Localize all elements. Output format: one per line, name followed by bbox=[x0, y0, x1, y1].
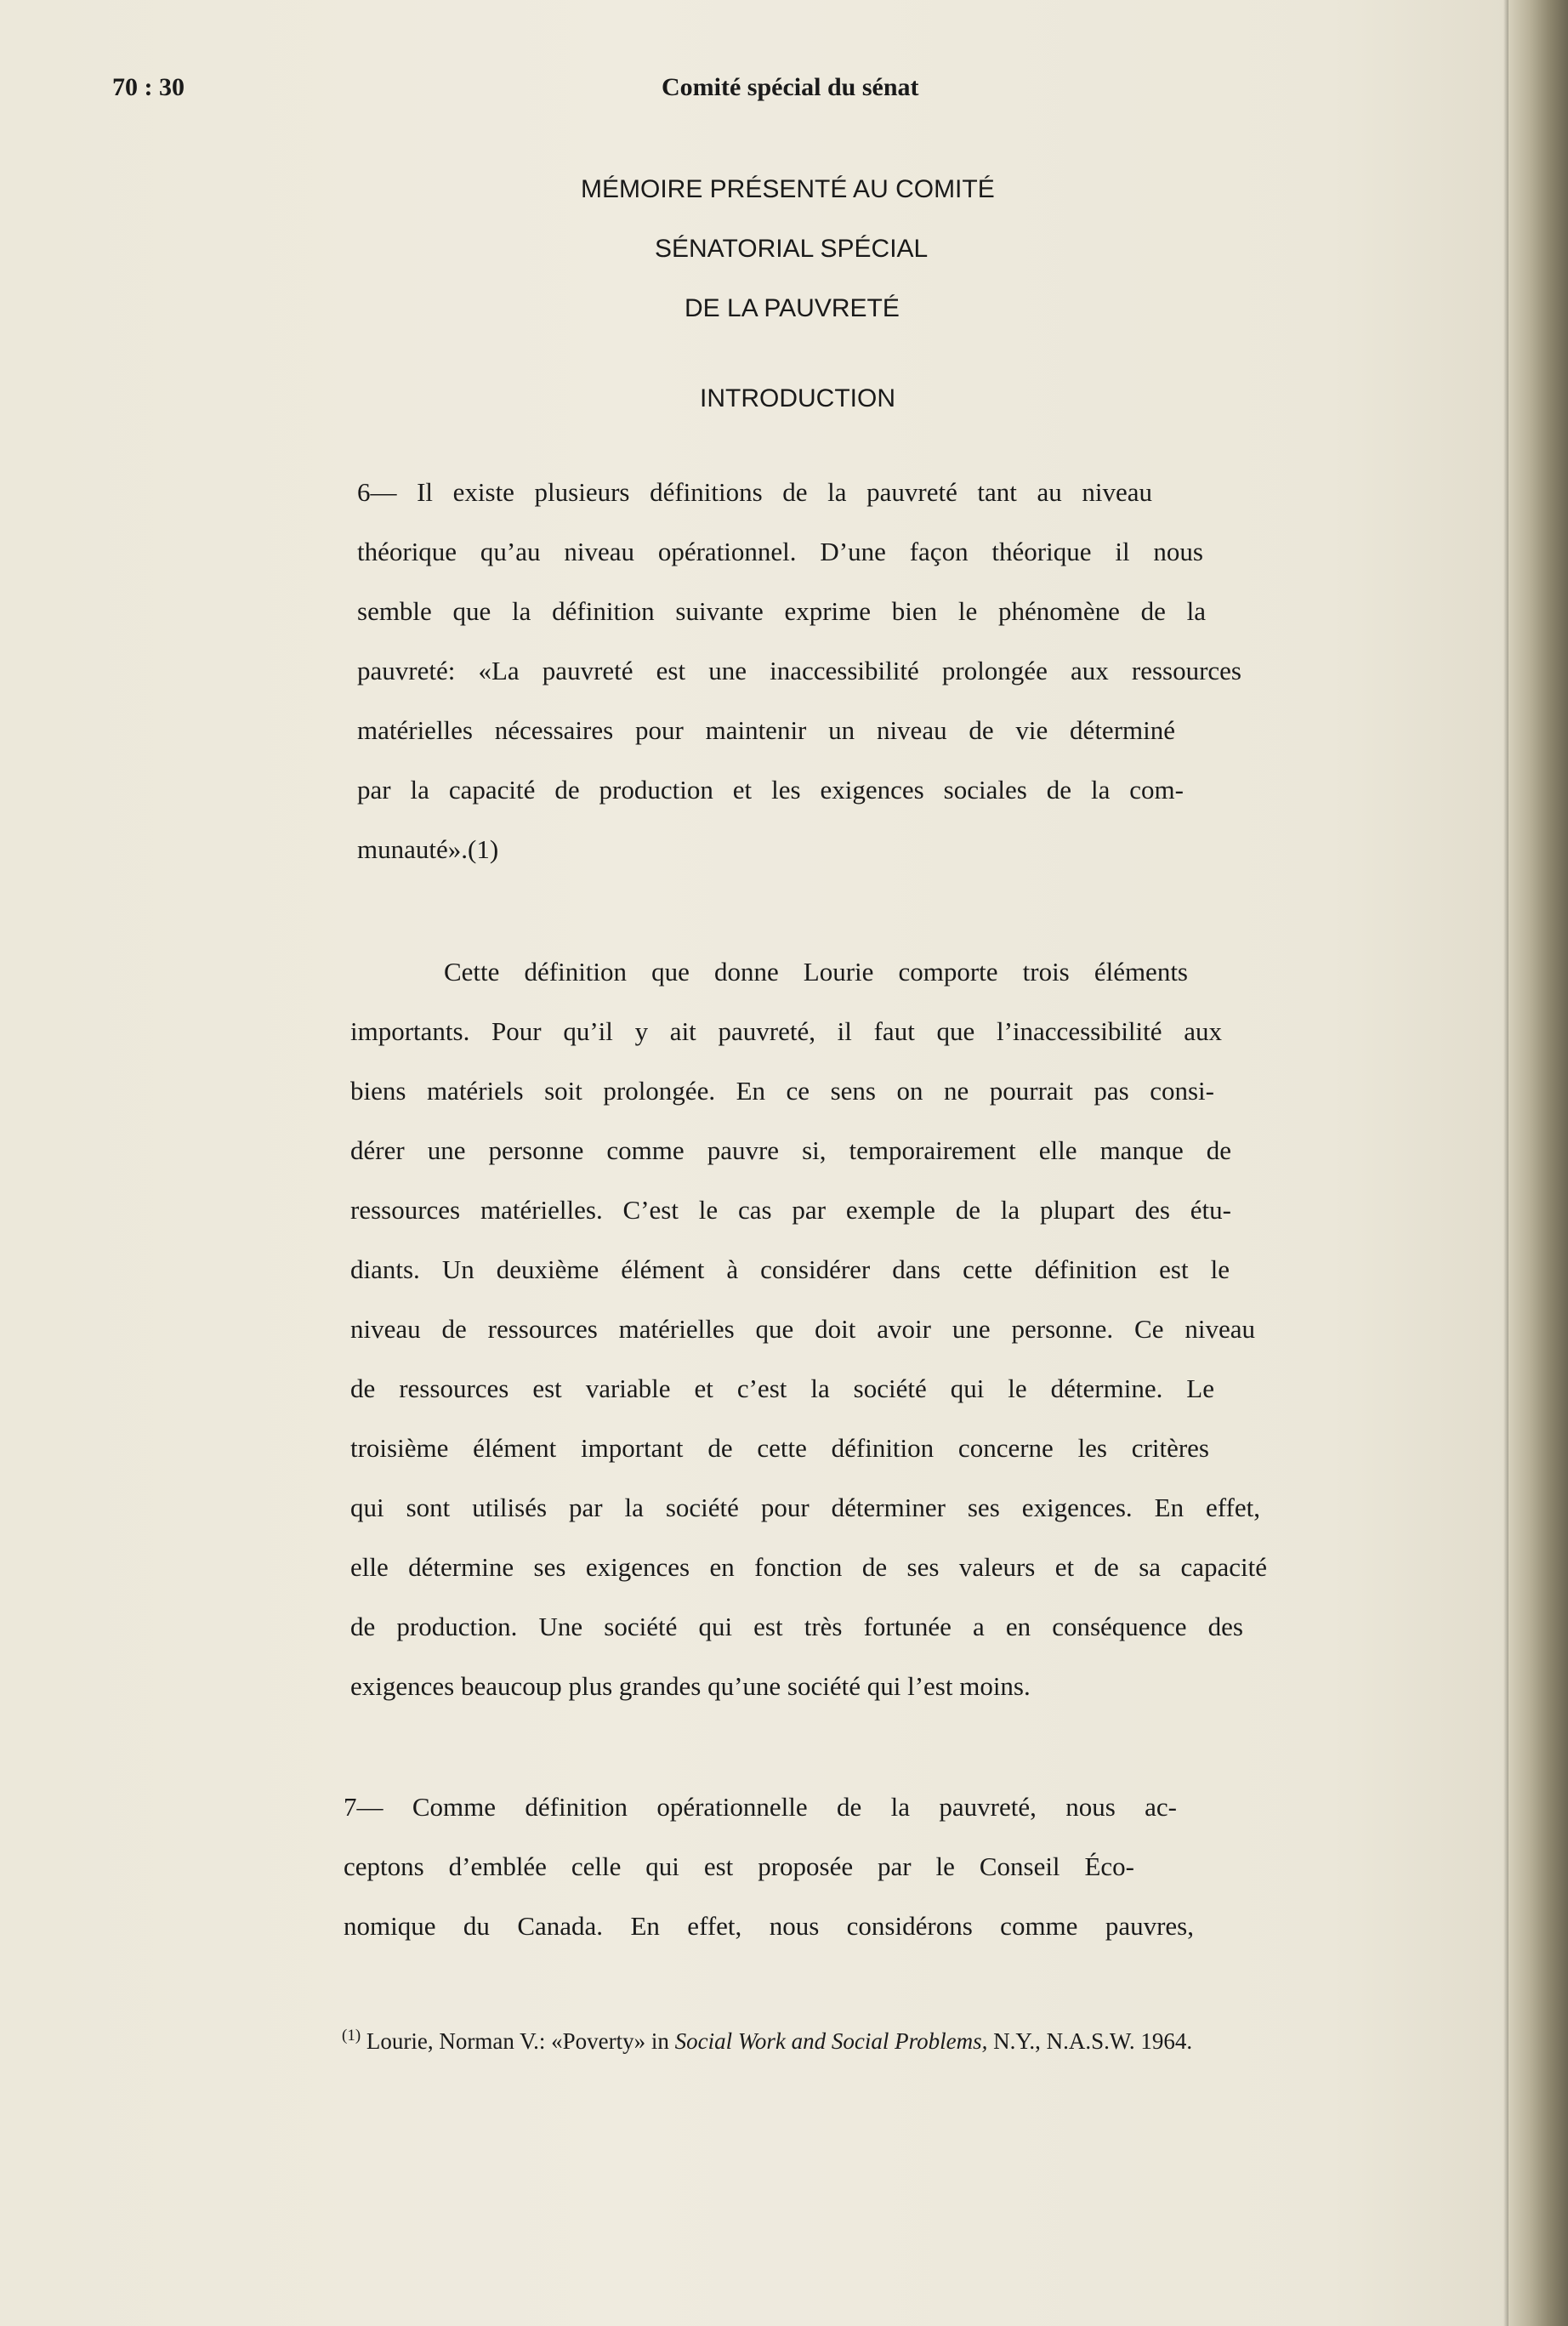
paragraph-line: matérielles nécessaires pour maintenir un niveau de vie déterminé bbox=[357, 715, 1175, 745]
paragraph-7 bbox=[344, 1777, 1228, 1956]
paragraph-line: elle détermine ses exigences en fonction de ses valeurs et de sa capacité bbox=[350, 1552, 1267, 1582]
paragraph-line: 6— Il existe plusieurs définitions de la pauvreté tant au niveau bbox=[357, 477, 1152, 507]
footnote-marker: (1) bbox=[342, 2027, 361, 2044]
paragraph-line: Cette définition que donne Lourie comporte trois éléments bbox=[444, 957, 1188, 987]
paragraph-line: pauvreté: «La pauvreté est une inaccessibilité prolongée aux ressources bbox=[357, 656, 1241, 685]
paragraph-line: troisième élément important de cette définition concerne les critères bbox=[350, 1433, 1209, 1463]
paragraph-6 bbox=[357, 463, 1241, 879]
paragraph-line: diants. Un deuxième élément à considérer dans cette définition est le bbox=[350, 1254, 1230, 1284]
paragraph-line: de production. Une société qui est très fortunée a en conséquence des bbox=[350, 1612, 1243, 1641]
footnote-text: Lourie, Norman V.: «Poverty» in bbox=[366, 2028, 669, 2054]
page-number: 70 : 30 bbox=[112, 73, 185, 101]
section-heading: INTRODUCTION bbox=[700, 384, 895, 412]
running-head: Comité spécial du sénat bbox=[662, 73, 919, 101]
paragraph-line: importants. Pour qu’il y ait pauvreté, il faut que l’inaccessibilité aux bbox=[350, 1016, 1222, 1046]
paragraph-line: par la capacité de production et les exigences sociales de la com- bbox=[357, 775, 1184, 805]
paragraph-line-last: exigences beaucoup plus grandes qu’une société qui l’est moins. bbox=[350, 1671, 1031, 1701]
paragraph-line: théorique qu’au niveau opérationnel. D’une façon théorique il nous bbox=[357, 537, 1203, 566]
book-binding bbox=[1508, 0, 1568, 2326]
title-line-2: SÉNATORIAL SPÉCIAL bbox=[655, 235, 929, 263]
paragraph-line: 7— Comme définition opérationnelle de la pauvreté, nous ac- bbox=[344, 1792, 1177, 1822]
paragraph-line: dérer une personne comme pauvre si, temporairement elle manque de bbox=[350, 1135, 1231, 1165]
paragraph-line: semble que la définition suivante exprime bien le phénomène de la bbox=[357, 596, 1206, 626]
paragraph-line-last: munauté».(1) bbox=[357, 834, 499, 864]
title-line-3: DE LA PAUVRETÉ bbox=[685, 294, 900, 322]
page-header bbox=[112, 73, 1354, 111]
paragraph-lourie bbox=[350, 942, 1277, 1716]
paragraph-line: nomique du Canada. En effet, nous considérons comme pauvres, bbox=[344, 1911, 1194, 1941]
footnote-title: Social Work and Social Problems, bbox=[674, 2028, 988, 2054]
paragraph-line: ceptons d’emblée celle qui est proposée par le Conseil Éco- bbox=[344, 1851, 1134, 1881]
title-line-1: MÉMOIRE PRÉSENTÉ AU COMITÉ bbox=[581, 175, 995, 203]
footnote-publisher: N.Y., N.A.S.W. 1964. bbox=[993, 2028, 1193, 2054]
paragraph-line: ressources matérielles. C’est le cas par exemple de la plupart des étu- bbox=[350, 1195, 1231, 1225]
paragraph-line: biens matériels soit prolongée. En ce sens on ne pourrait pas consi- bbox=[350, 1076, 1214, 1106]
paragraph-line: niveau de ressources matérielles que doit avoir une personne. Ce niveau bbox=[350, 1314, 1255, 1344]
paragraph-line: de ressources est variable et c’est la société qui le détermine. Le bbox=[350, 1373, 1214, 1403]
paragraph-line: qui sont utilisés par la société pour déterminer ses exigences. En effet, bbox=[350, 1493, 1260, 1522]
footnote bbox=[342, 2028, 1303, 2055]
